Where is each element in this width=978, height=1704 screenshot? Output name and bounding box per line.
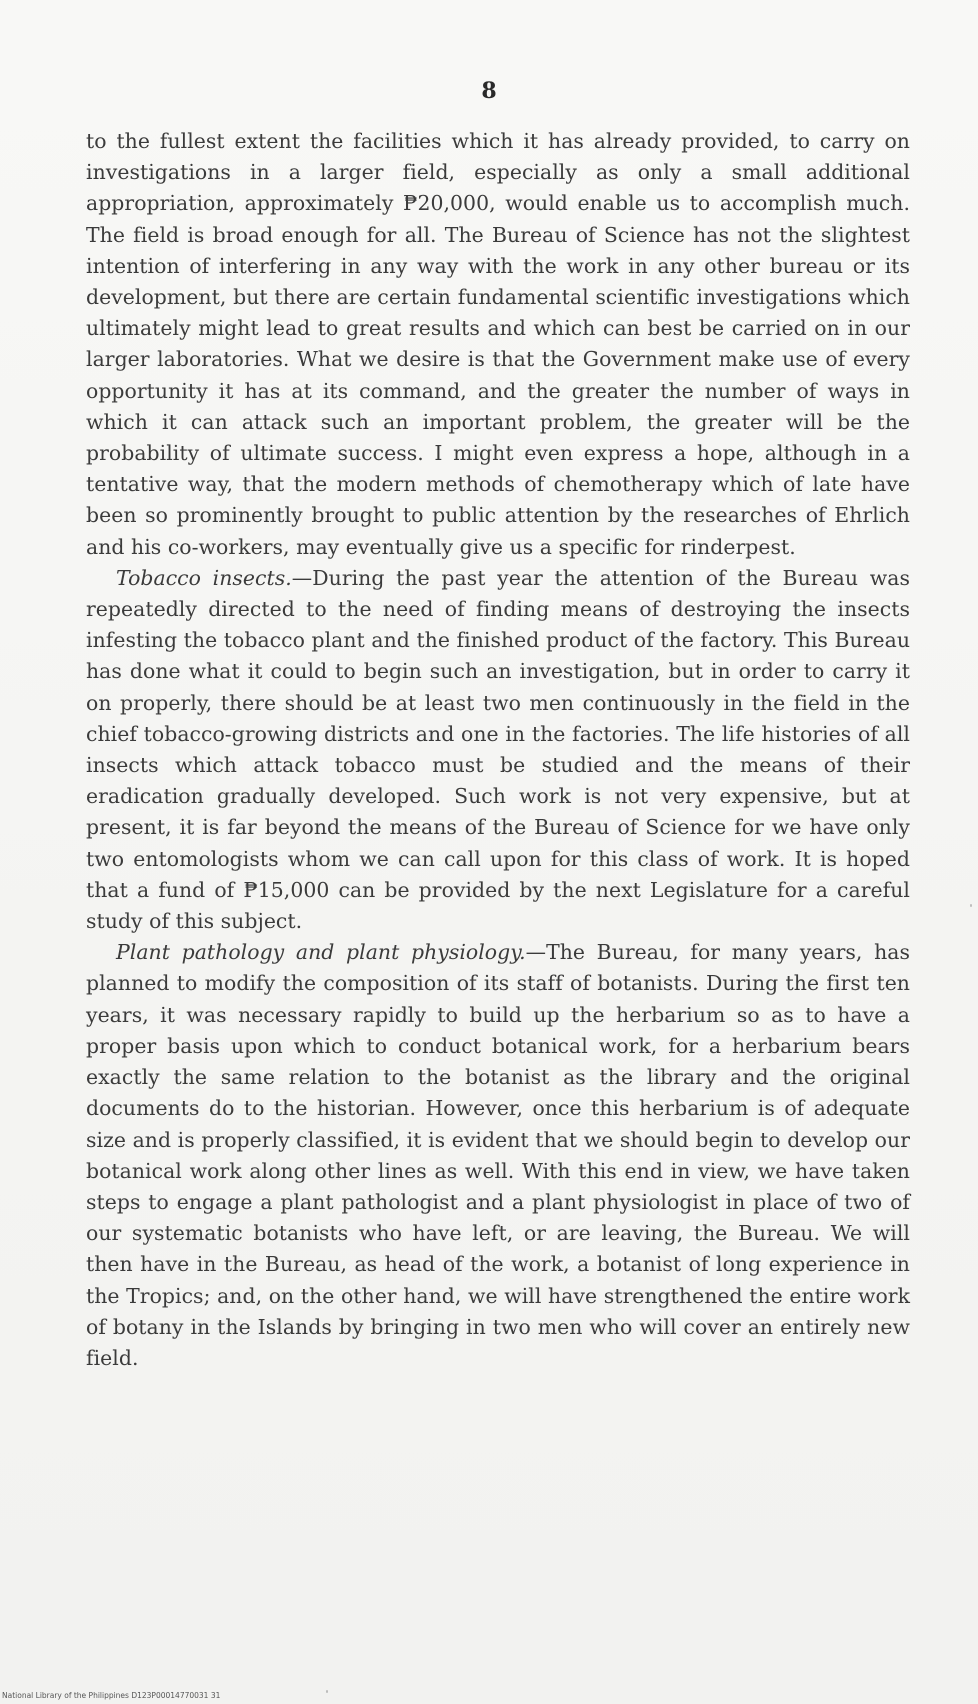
scan-speck [326,1690,328,1693]
section-heading-plant-pathology: Plant pathology and plant physiology. [116,940,526,965]
section-heading-tobacco-insects: Tobacco insects. [116,565,292,590]
paragraph-text: —During the past year the attention of the Bureau was repeatedly directed to the need of finding means of destroying the insects infesting the tobacco plant and the finished product of the factory. This Bureau has done what it could to begin such an investigation, but in order to carry it on properly, there should be at least two men continuously in the field in the chief tobacco-growing districts and one in the factories. The life histories of all insects which attack tobacco must be studied and the means of their eradication gradually developed. Such work is not very expensive, but at present, it is far beyond the means of the Bureau of Science for we have only two entomologists whom we can call upon for this class of work. It is hoped that a fund of ₱15,000 can be provided by the next Legislature for a careful study of this subject. [86,565,910,934]
paragraph-tobacco-insects [86,563,910,937]
scan-speck [970,904,972,907]
body-text [86,126,910,1374]
paragraph-text: —The Bureau, for many years, has planned to modify the composition of its staff of botanists. During the first ten years, it was necessary rapidly to build up the herbarium so as to have a proper basis upon which to conduct botanical work, for a herbarium bears exactly the same relation to the botanist as the library and the original documents do to the historian. However, once this herbarium is of adequate size and is properly classified, it is evident that we should begin to develop our botanical work along other lines as well. With this end in view, we have taken steps to engage a plant pathologist and a plant physiologist in place of two of our systematic botanists who have left, or are leaving, the Bureau. We will then have in the Bureau, as head of the work, a botanist of long experience in the Tropics; and, on the other hand, we will have strengthened the entire work of botany in the Islands by bringing in two men who will cover an entirely new field. [86,940,910,1370]
paragraph-text: to the fullest extent the facilities which it has already provided, to carry on investigations in a larger field, especially as only a small additional appropriation, approximately ₱20,000, would enable us to accomplish much. The field is broad enough for all. The Bureau of Science has not the slightest intention of interfering in any way with the work in any other bureau or its development, but there are certain fundamental scientific investigations which ultimately might lead to great results and which can best be carried on in our larger laboratories. What we desire is that the Government make use of every opportunity it has at its command, and the greater the number of ways in which it can attack such an important problem, the greater will be the probability of ultimate success. I might even express a hope, although in a tentative way, that the modern methods of chemotherapy which of late have been so prominently brought to public attention by the researches of Ehrlich and his co-workers, may eventually give us a specific for rinderpest. [86,129,910,559]
paragraph-continuation [86,126,910,563]
paragraph-plant-pathology [86,937,910,1374]
scan-footer-note: National Library of the Philippines D123P00014770031 31 [2,1691,221,1700]
page-number: 8 [481,78,497,104]
